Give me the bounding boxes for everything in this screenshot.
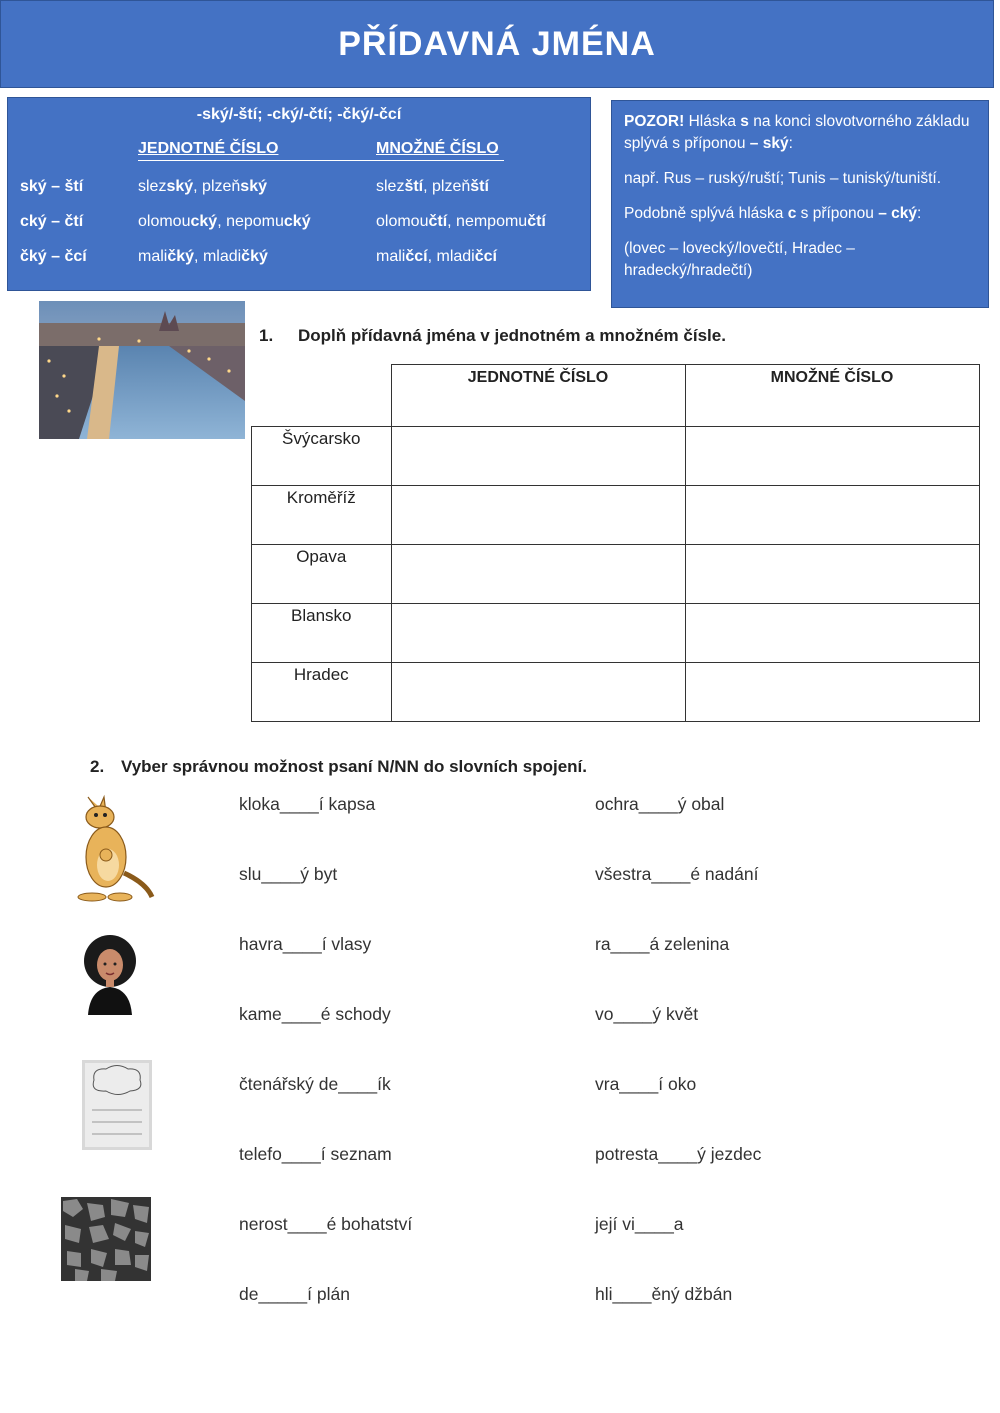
note-p2: např. Rus – ruský/ruští; Tunis – tuniský/tuniští. (624, 170, 942, 187)
rule-row-label: ský – ští (20, 178, 84, 195)
answer-cell-plural[interactable] (685, 663, 979, 722)
rules-heading: -ský/-ští; -cký/-čtí; -čký/-čcí (196, 106, 402, 123)
exercise-item[interactable]: potresta____ý jezdec (595, 1144, 762, 1164)
rock-texture-image (61, 1197, 151, 1281)
rule-row-singular: slezský, plzeňský (138, 178, 267, 195)
exercise-item[interactable]: slu____ý byt (239, 864, 338, 884)
girl-image (78, 933, 142, 1015)
rules-col-plural: MNOŽNÉ ČÍSLO (376, 140, 499, 157)
kangaroo-image (76, 793, 156, 905)
title-banner (0, 0, 994, 88)
prague-photo (39, 301, 245, 439)
rule-row-singular: maličký, mladičký (138, 248, 268, 265)
rules-col-singular: JEDNOTNÉ ČÍSLO (138, 140, 279, 157)
exercise-item[interactable]: nerost____é bohatství (239, 1214, 413, 1234)
exercise-item[interactable]: ochra____ý obal (595, 794, 725, 814)
place-name: Hradec (252, 663, 392, 722)
rule-row-plural: maličcí, mladičcí (376, 248, 497, 265)
note-box (611, 100, 989, 308)
table-row (252, 663, 980, 722)
exercise-item[interactable]: vra____í oko (595, 1074, 697, 1094)
answer-cell-singular[interactable] (391, 545, 685, 604)
answer-cell-singular[interactable] (391, 604, 685, 663)
task1-table (251, 364, 980, 722)
page-title: PŘÍDAVNÁ JMÉNA (338, 24, 656, 63)
exercise-item[interactable]: všestra____é nadání (595, 864, 759, 884)
table-row (252, 486, 980, 545)
place-name: Švýcarsko (252, 427, 392, 486)
rule-row-plural: slezští, plzeňští (376, 178, 489, 195)
task1-instruction: Doplň přídavná jména v jednotném a množném čísle. (298, 326, 726, 345)
place-name: Blansko (252, 604, 392, 663)
task2-instruction: Vyber správnou možnost psaní N/NN do slovních spojení. (121, 757, 587, 776)
answer-cell-plural[interactable] (685, 486, 979, 545)
answer-cell-plural[interactable] (685, 604, 979, 663)
table-row (252, 427, 980, 486)
exercise-item[interactable]: telefo____í seznam (239, 1144, 392, 1164)
table-corner (252, 365, 392, 427)
rule-row-singular: olomoucký, nepomucký (138, 213, 311, 230)
answer-cell-plural[interactable] (685, 427, 979, 486)
place-name: Opava (252, 545, 392, 604)
rule-row-label: čký – čcí (20, 248, 87, 265)
rule-row-label: cký – čtí (20, 213, 84, 230)
reading-diary-image (82, 1060, 152, 1150)
note-p1: POZOR! Hláska s na konci slovotvorného základu splývá s příponou – ský: (624, 113, 970, 152)
task1-number: 1. (259, 326, 274, 345)
rules-header-line (138, 160, 504, 161)
rule-row-plural: olomoučtí, nempomučtí (376, 213, 546, 230)
exercise-item[interactable]: de_____í plán (239, 1284, 350, 1304)
answer-cell-singular[interactable] (391, 486, 685, 545)
table-row (252, 604, 980, 663)
answer-cell-plural[interactable] (685, 545, 979, 604)
exercise-item[interactable]: kloka____í kapsa (239, 794, 376, 814)
note-p3: Podobně splývá hláska c s příponou – cký: (624, 205, 922, 222)
rules-box (7, 97, 591, 291)
table-col-plural: MNOŽNÉ ČÍSLO (685, 365, 979, 427)
task2-number: 2. (90, 757, 105, 776)
exercise-item[interactable]: havra____í vlasy (239, 934, 372, 954)
exercise-item[interactable]: hli____ěný džbán (595, 1284, 733, 1304)
exercise-item[interactable]: ra____á zelenina (595, 934, 730, 954)
answer-cell-singular[interactable] (391, 663, 685, 722)
exercise-item[interactable]: čtenářský de____ík (239, 1074, 391, 1094)
place-name: Kroměříž (252, 486, 392, 545)
note-p4: (lovec – lovecký/lovečtí, Hradec – hradecký/hradečtí) (624, 240, 855, 279)
exercise-item[interactable]: kame____é schody (239, 1004, 391, 1024)
table-col-singular: JEDNOTNÉ ČÍSLO (391, 365, 685, 427)
exercise-item[interactable]: vo____ý květ (595, 1004, 699, 1024)
table-row (252, 545, 980, 604)
exercise-item[interactable]: její vi____a (595, 1214, 684, 1234)
answer-cell-singular[interactable] (391, 427, 685, 486)
